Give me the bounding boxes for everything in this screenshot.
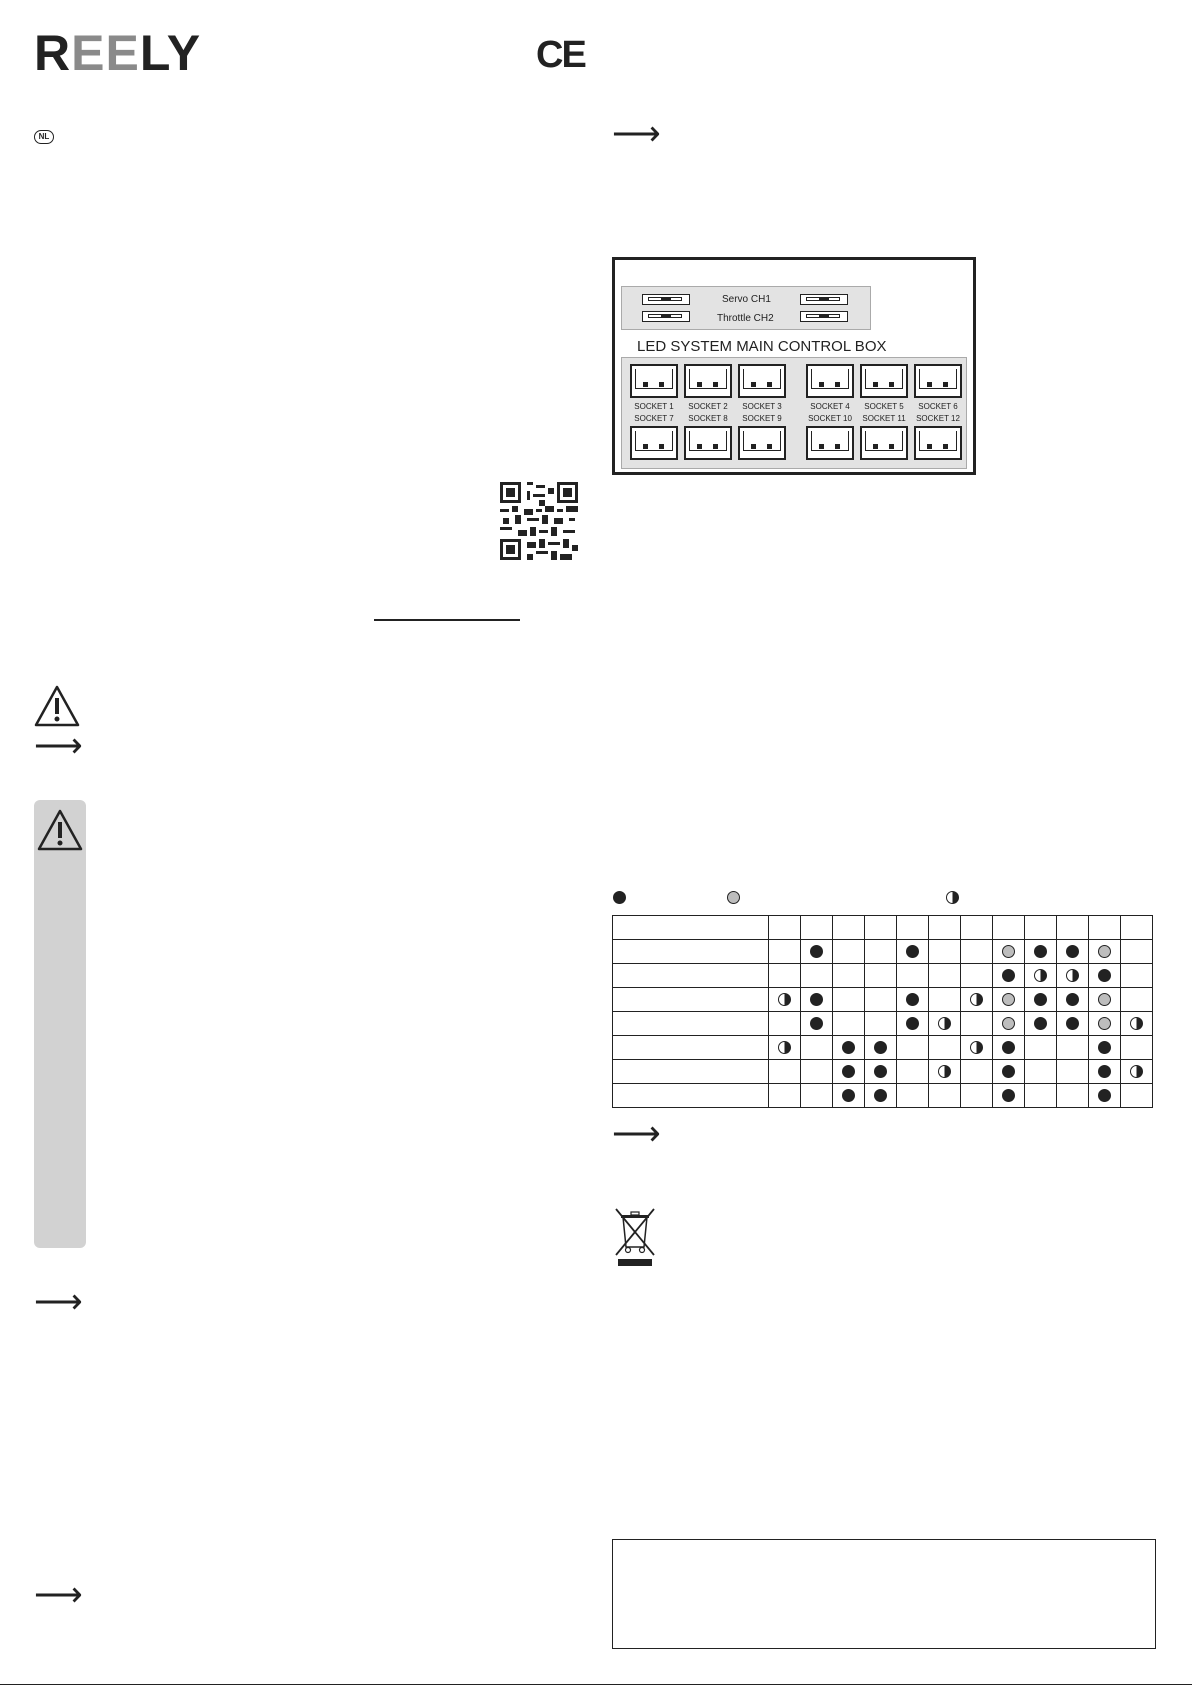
socket-connector-icon <box>630 364 678 398</box>
black-dot-icon <box>1098 969 1111 982</box>
table-cell <box>865 940 897 964</box>
black-dot-icon <box>842 1065 855 1078</box>
table-cell <box>993 940 1025 964</box>
table-cell <box>1121 1084 1153 1108</box>
table-cell <box>961 1084 993 1108</box>
table-cell <box>833 1036 865 1060</box>
table-cell <box>897 940 929 964</box>
half-dot-icon <box>938 1017 951 1030</box>
socket-label: SOCKET 2 <box>688 402 728 411</box>
socket-connector-icon <box>684 426 732 460</box>
table-row <box>613 1060 1153 1084</box>
table-cell <box>993 916 1025 940</box>
black-dot-icon <box>810 945 823 958</box>
black-dot-icon <box>842 1041 855 1054</box>
arrow-right-icon: ⟶ <box>34 1576 83 1614</box>
black-dot-icon <box>1098 1089 1111 1102</box>
imprint-box <box>612 1539 1156 1649</box>
row-label-cell <box>613 1084 769 1108</box>
table-cell <box>1089 1084 1121 1108</box>
reely-logo <box>34 25 202 81</box>
ce-mark: CE <box>536 34 585 76</box>
grey-dot-icon <box>1002 1017 1015 1030</box>
warning-sidebar-panel <box>34 800 86 1248</box>
arrow-right-icon: ⟶ <box>34 1283 83 1321</box>
black-dot-icon <box>810 1017 823 1030</box>
table-cell <box>993 988 1025 1012</box>
black-dot-icon <box>842 1089 855 1102</box>
table-cell <box>1121 1036 1153 1060</box>
warning-triangle-icon <box>37 808 83 852</box>
table-cell <box>865 1012 897 1036</box>
socket-label: SOCKET 3 <box>742 402 782 411</box>
control-box-title: LED SYSTEM MAIN CONTROL BOX <box>637 338 887 355</box>
table-cell <box>929 1060 961 1084</box>
table-cell <box>897 1084 929 1108</box>
servo-ch1-label: Servo CH1 <box>722 294 771 305</box>
table-cell <box>1057 1084 1089 1108</box>
table-cell <box>929 916 961 940</box>
table-cell <box>897 916 929 940</box>
row-label-cell <box>613 1036 769 1060</box>
table-cell <box>961 1012 993 1036</box>
table-cell <box>1025 1036 1057 1060</box>
row-label-cell <box>613 1012 769 1036</box>
black-dot-icon <box>874 1041 887 1054</box>
signature-line <box>374 619 520 621</box>
table-cell <box>833 916 865 940</box>
table-cell <box>833 940 865 964</box>
socket-connector-icon <box>914 364 962 398</box>
weee-disposal-icon <box>614 1207 656 1267</box>
table-cell <box>897 1012 929 1036</box>
socket-label: SOCKET 12 <box>916 414 960 423</box>
table-cell <box>769 1012 801 1036</box>
table-cell <box>865 916 897 940</box>
black-dot-icon <box>874 1089 887 1102</box>
table-cell <box>1121 1012 1153 1036</box>
socket-label: SOCKET 8 <box>688 414 728 423</box>
black-dot-icon <box>1002 1041 1015 1054</box>
table-cell <box>929 940 961 964</box>
black-dot-icon <box>906 1017 919 1030</box>
socket-connector-icon <box>860 426 908 460</box>
table-cell <box>993 1084 1025 1108</box>
switch-icon <box>800 311 848 322</box>
table-cell <box>929 1012 961 1036</box>
grey-dot-icon <box>1098 1017 1111 1030</box>
black-dot-icon <box>1002 969 1015 982</box>
row-label-cell <box>613 1060 769 1084</box>
table-cell <box>1089 916 1121 940</box>
socket-connector-icon <box>738 426 786 460</box>
socket-label: SOCKET 6 <box>918 402 958 411</box>
led-control-box-diagram <box>612 257 976 475</box>
table-cell <box>1025 988 1057 1012</box>
throttle-ch2-label: Throttle CH2 <box>717 313 774 324</box>
table-row <box>613 916 1153 940</box>
grey-dot-icon <box>1002 945 1015 958</box>
warning-triangle-icon <box>34 684 80 728</box>
table-cell <box>833 964 865 988</box>
row-label-cell <box>613 940 769 964</box>
table-cell <box>1121 1060 1153 1084</box>
table-cell <box>961 1060 993 1084</box>
led-function-table <box>612 915 1153 1108</box>
switch-icon <box>642 311 690 322</box>
table-cell <box>801 1060 833 1084</box>
table-cell <box>1057 940 1089 964</box>
socket-label: SOCKET 7 <box>634 414 674 423</box>
socket-label: SOCKET 4 <box>810 402 850 411</box>
grey-dot-icon <box>1098 993 1111 1006</box>
table-row <box>613 1012 1153 1036</box>
legend-black-dot-icon <box>613 891 626 904</box>
table-cell <box>1121 964 1153 988</box>
black-dot-icon <box>874 1065 887 1078</box>
table-cell <box>929 1084 961 1108</box>
black-dot-icon <box>906 993 919 1006</box>
row-label-cell <box>613 916 769 940</box>
arrow-right-icon: ⟶ <box>612 1115 661 1153</box>
switch-panel <box>621 286 871 330</box>
table-cell <box>865 1084 897 1108</box>
table-cell <box>929 964 961 988</box>
table-cell <box>1089 940 1121 964</box>
table-cell <box>1057 916 1089 940</box>
black-dot-icon <box>1034 945 1047 958</box>
socket-connector-icon <box>738 364 786 398</box>
logo-part-1: R <box>34 25 72 81</box>
table-cell <box>865 988 897 1012</box>
table-row <box>613 1084 1153 1108</box>
table-cell <box>1025 1084 1057 1108</box>
logo-part-3: LY <box>139 25 202 81</box>
qr-code-icon <box>500 482 578 560</box>
table-cell <box>1025 1012 1057 1036</box>
socket-connector-icon <box>914 426 962 460</box>
table-cell <box>897 964 929 988</box>
black-dot-icon <box>1034 993 1047 1006</box>
table-cell <box>801 916 833 940</box>
black-dot-icon <box>810 993 823 1006</box>
black-dot-icon <box>1098 1041 1111 1054</box>
socket-connector-icon <box>806 364 854 398</box>
table-cell <box>961 940 993 964</box>
half-dot-icon <box>778 1041 791 1054</box>
table-cell <box>961 916 993 940</box>
table-cell <box>769 1060 801 1084</box>
table-cell <box>961 964 993 988</box>
table-cell <box>993 1060 1025 1084</box>
table-cell <box>801 1084 833 1108</box>
grey-dot-icon <box>1002 993 1015 1006</box>
half-dot-icon <box>1034 969 1047 982</box>
table-cell <box>1121 916 1153 940</box>
grey-dot-icon <box>1098 945 1111 958</box>
table-row <box>613 988 1153 1012</box>
black-dot-icon <box>1002 1089 1015 1102</box>
table-cell <box>769 1084 801 1108</box>
table-cell <box>833 988 865 1012</box>
table-cell <box>1089 964 1121 988</box>
table-cell <box>833 1084 865 1108</box>
table-cell <box>833 1012 865 1036</box>
table-cell <box>865 1060 897 1084</box>
table-cell <box>769 940 801 964</box>
table-row <box>613 964 1153 988</box>
table-cell <box>769 1036 801 1060</box>
table-cell <box>1025 964 1057 988</box>
table-row <box>613 1036 1153 1060</box>
socket-label: SOCKET 1 <box>634 402 674 411</box>
table-cell <box>769 988 801 1012</box>
table-cell <box>865 964 897 988</box>
table-cell <box>1057 988 1089 1012</box>
socket-connector-icon <box>860 364 908 398</box>
socket-panel <box>621 357 967 469</box>
socket-label: SOCKET 5 <box>864 402 904 411</box>
half-dot-icon <box>778 993 791 1006</box>
table-cell <box>929 988 961 1012</box>
black-dot-icon <box>1098 1065 1111 1078</box>
table-cell <box>1121 940 1153 964</box>
table-cell <box>833 1060 865 1084</box>
table-cell <box>1057 964 1089 988</box>
table-cell <box>1025 916 1057 940</box>
table-cell <box>1057 1012 1089 1036</box>
legend-grey-dot-icon <box>727 891 740 904</box>
socket-connector-icon <box>806 426 854 460</box>
table-cell <box>897 988 929 1012</box>
table-cell <box>897 1060 929 1084</box>
switch-icon <box>642 294 690 305</box>
table-cell <box>1057 1060 1089 1084</box>
table-cell <box>961 988 993 1012</box>
socket-connector-icon <box>684 364 732 398</box>
row-label-cell <box>613 988 769 1012</box>
table-cell <box>1025 940 1057 964</box>
table-cell <box>993 964 1025 988</box>
table-cell <box>801 964 833 988</box>
socket-label: SOCKET 10 <box>808 414 852 423</box>
half-dot-icon <box>970 1041 983 1054</box>
table-cell <box>1089 1036 1121 1060</box>
half-dot-icon <box>938 1065 951 1078</box>
table-cell <box>993 1012 1025 1036</box>
black-dot-icon <box>1034 1017 1047 1030</box>
table-cell <box>1089 988 1121 1012</box>
black-dot-icon <box>1066 1017 1079 1030</box>
arrow-right-icon: ⟶ <box>34 727 83 765</box>
table-cell <box>801 1012 833 1036</box>
table-cell <box>1089 1060 1121 1084</box>
table-row <box>613 940 1153 964</box>
table-cell <box>801 988 833 1012</box>
half-dot-icon <box>1130 1017 1143 1030</box>
table-cell <box>1025 1060 1057 1084</box>
table-cell <box>993 1036 1025 1060</box>
table-cell <box>1121 988 1153 1012</box>
table-cell <box>801 1036 833 1060</box>
table-cell <box>929 1036 961 1060</box>
black-dot-icon <box>906 945 919 958</box>
logo-part-2: EE <box>71 25 140 81</box>
table-cell <box>1089 1012 1121 1036</box>
black-dot-icon <box>1066 945 1079 958</box>
black-dot-icon <box>1002 1065 1015 1078</box>
table-cell <box>1057 1036 1089 1060</box>
legend-half-dot-icon <box>946 891 959 904</box>
socket-label: SOCKET 11 <box>862 414 906 423</box>
table-cell <box>801 940 833 964</box>
socket-connector-icon <box>630 426 678 460</box>
row-label-cell <box>613 964 769 988</box>
half-dot-icon <box>1130 1065 1143 1078</box>
half-dot-icon <box>970 993 983 1006</box>
language-badge: NL <box>34 130 54 144</box>
table-cell <box>897 1036 929 1060</box>
table-cell <box>769 964 801 988</box>
half-dot-icon <box>1066 969 1079 982</box>
black-dot-icon <box>1066 993 1079 1006</box>
switch-icon <box>800 294 848 305</box>
table-cell <box>769 916 801 940</box>
socket-label: SOCKET 9 <box>742 414 782 423</box>
table-cell <box>865 1036 897 1060</box>
arrow-right-icon: ⟶ <box>612 115 661 153</box>
table-cell <box>961 1036 993 1060</box>
